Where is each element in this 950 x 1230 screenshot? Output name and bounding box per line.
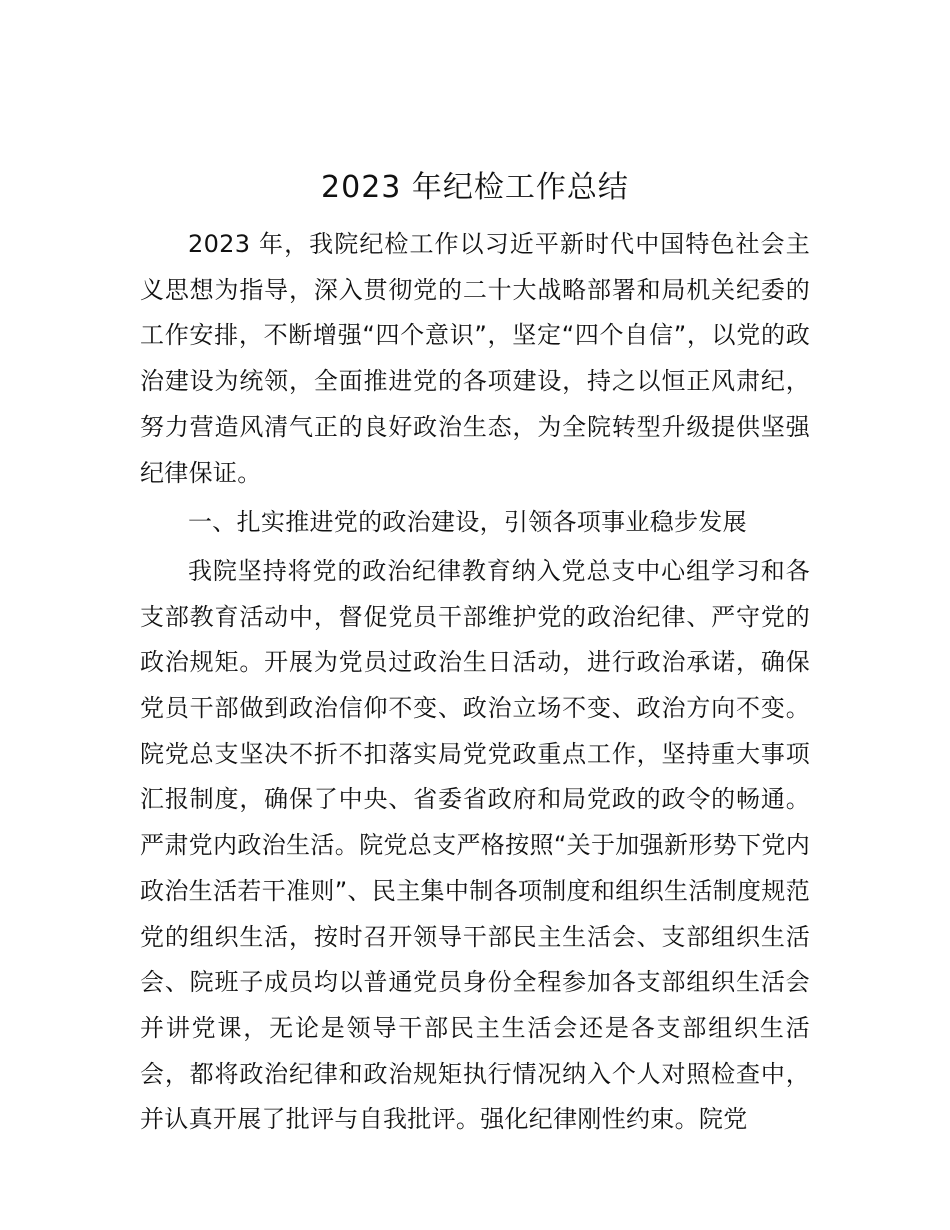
- section-1-paragraph: 我院坚持将党的政治纪律教育纳入党总支中心组学习和各支部教育活动中，督促党员干部维护党的政治纪律、严守党的政治规矩。开展为党员过政治生日活动，进行政治承诺，确保党员干部做到政治信仰不变、政治立场不变、政治方向不变。院党总支坚决不折不扣落实局党党政重点工作，坚持重大事项汇报制度，确保了中央、省委省政府和局党政的政令的畅通。严肃党内政治生活。院党总支严格按照“关于加强新形势下党内政治生活若干准则”、民主集中制各项制度和组织生活制度规范党的组织生活，按时召开领导干部民主生活会、支部组织生活会、院班子成员均以普通党员身份全程参加各支部组织生活会并讲党课，无论是领导干部民主生活会还是各支部组织生活会，都将政治纪律和政治规矩执行情况纳入个人对照检查中，并认真开展了批评与自我批评。强化纪律刚性约束。院党: [140, 556, 810, 1134]
- intro-paragraph: 2023 年，我院纪检工作以习近平新时代中国特色社会主义思想为指导，深入贯彻党的二十大战略部署和局机关纪委的工作安排，不断增强“四个意识”，坚定“四个自信”，以党的政治建设为统领，全面推进党的各项建设，持之以恒正风肃纪，努力营造风清气正的良好政治生态，为全院转型升级提供坚强纪律保证。: [140, 230, 810, 487]
- document-title: 2023 年纪检工作总结: [321, 170, 629, 205]
- section-heading-1: 一、扎实推进党的政治建设，引领各项事业稳步发展: [188, 508, 747, 537]
- document-body: [140, 222, 810, 1143]
